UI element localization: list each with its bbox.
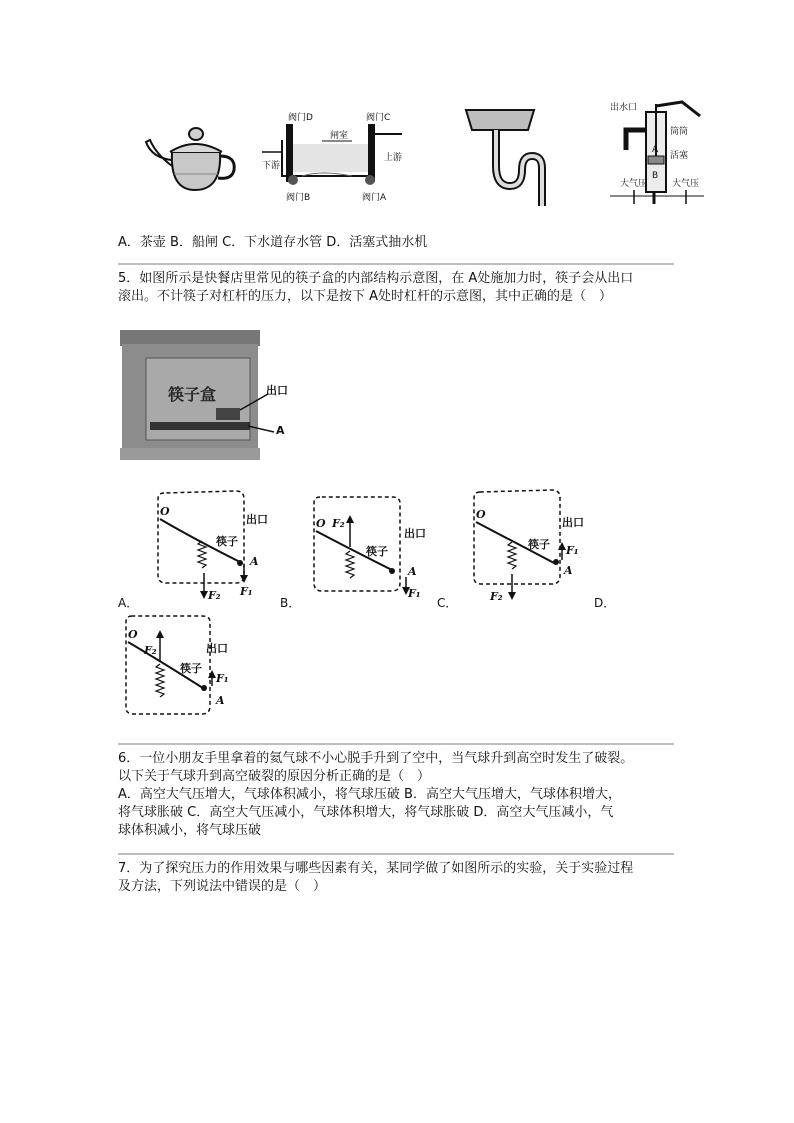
f1-label: F₁ [240,585,253,598]
q6-line-5: 球体积减小，将气球压破 [118,823,262,838]
lever-option-c [470,488,600,608]
pivot-o-label: O [128,628,138,641]
chopstick-label: 筷子 [366,545,388,558]
f1-label: F₁ [566,544,579,557]
ship-lock-figure [262,110,408,202]
pivot-o-label: O [476,508,486,521]
q7-line-1: 7．为了探究压力的作用效果与哪些因素有关，某同学做了如图所示的实验，关于实验过程 [118,861,634,876]
option-a-letter: A． [118,596,139,610]
q7-line-2: 及方法，下列说法中错误的是（ ） [118,879,327,894]
chopstick-label: 筷子 [528,538,550,551]
chopstick-label: 筷子 [216,535,238,548]
chopstick-box-photo [120,330,310,460]
valve-c-label: 阀门C [366,113,391,123]
divider [118,743,674,745]
point-a-label: A [408,565,417,578]
pivot-o-label: O [316,517,326,530]
lever-option-b [310,495,440,605]
q6-line-1: 6．一位小朋友手里拿着的氦气球不小心脱手升到了空中，当气球升到高空时发生了破裂。 [118,751,634,766]
pump-cylinder-label: 筒筒 [670,127,689,137]
teapot-figure [140,112,240,192]
f1-label: F₁ [408,587,421,600]
f2-label: F₂ [208,589,221,602]
divider [118,263,674,265]
pump-outlet-label: 出水口 [610,103,638,113]
f2-label: F₂ [144,644,157,657]
drain-trap-figure [462,104,552,208]
valve-a-label: 阀门A [362,193,387,203]
downstream-label: 下游 [262,161,281,171]
point-a-label: A [216,694,225,707]
outlet-label: 出口 [206,642,228,655]
pump-air-right-label: 大气压 [672,179,700,189]
pivot-o-label: O [160,505,170,518]
point-a-label: A [250,555,259,568]
pump-air-left-label: 大气压 [620,179,648,189]
outlet-label: 出口 [562,516,584,529]
option-b-letter: B． [280,596,301,610]
photo-a-label: A [276,424,285,437]
upstream-label: 上游 [384,153,403,163]
divider [118,853,674,855]
photo-outlet-label: 出口 [266,384,288,397]
outlet-label: 出口 [246,513,268,526]
q6-line-4: 将气球胀破 C．高空大气压减小，气球体积增大，将气球胀破 D．高空大气压减小，气 [118,805,614,820]
chopstick-label: 筷子 [180,662,202,675]
point-a-label: A [564,564,573,577]
valve-b-label: 阀门B [286,193,311,203]
pump-b-label: B [652,171,659,181]
q5-line-2: 滚出。不计筷子对杠杆的压力，以下是按下 A处时杠杆的示意图，其中正确的是（ ） [118,289,613,304]
q6-line-2: 以下关于气球升到高空破裂的原因分析正确的是（ ） [118,769,431,784]
piston-pump-figure [610,100,704,208]
chamber-label: 闸室 [330,131,349,141]
q5-line-1: 5．如图所示是快餐店里常见的筷子盒的内部结构示意图，在 A处施加力时，筷子会从出口 [118,271,634,286]
pump-a-label: A [652,145,659,155]
valve-d-label: 阀门D [288,113,313,123]
pump-piston-label: 活塞 [670,151,689,161]
q4-options: A．茶壶 B．船闸 C．下水道存水管 D．活塞式抽水机 [118,235,428,250]
option-c-letter: C． [437,596,458,610]
outlet-label: 出口 [404,527,426,540]
f2-label: F₂ [332,517,345,530]
f1-label: F₁ [216,672,229,685]
lever-option-a [154,487,284,607]
q6-line-3: A．高空大气压增大，气球体积减小，将气球压破 B．高空大气压增大，气球体积增大， [118,787,621,802]
option-d-letter: D． [594,596,616,610]
f2-label: F₂ [490,590,503,603]
box-text: 筷子盒 [168,385,217,404]
lever-option-d [122,614,252,718]
